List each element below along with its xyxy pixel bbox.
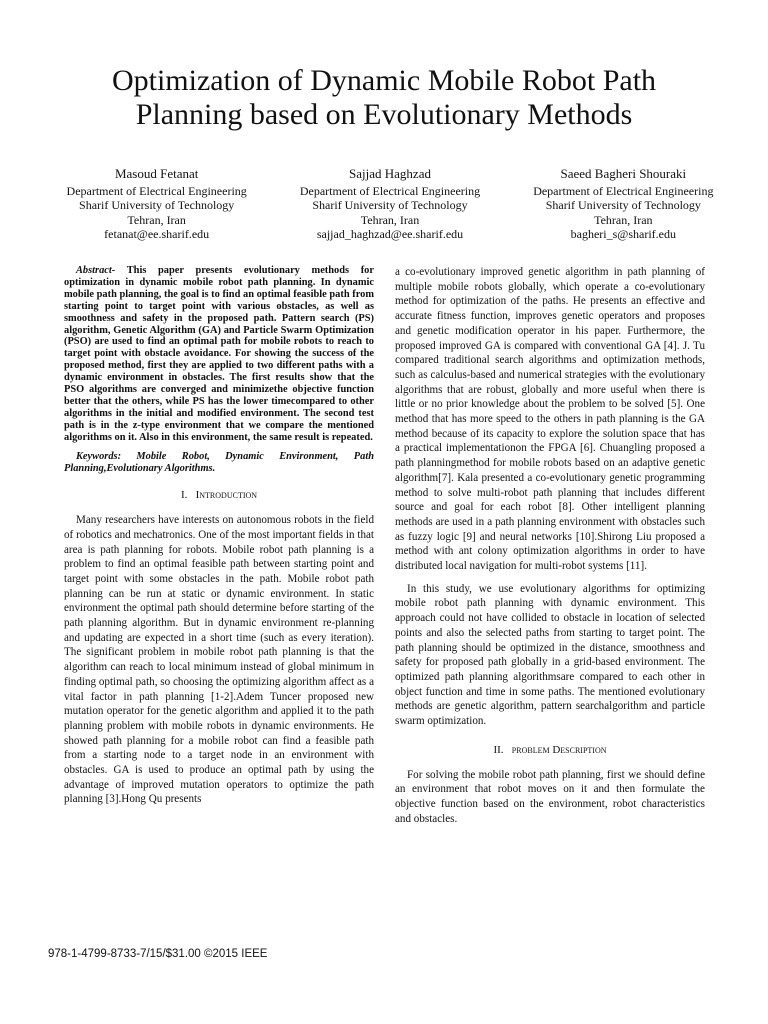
section-title: Introduction: [195, 489, 258, 502]
problem-paragraph: For solving the mobile robot path planning, first we should define an environment that robot moves on it and then formulate the objective function based on the environment, robot characteristics and obstacles.: [395, 768, 705, 825]
keywords-text: Mobile Robot, Dynamic Environment, Path Planning,Evolutionary Algorithms.: [64, 450, 374, 474]
author-2: [273, 166, 506, 241]
author-city: Tehran, Iran: [594, 212, 653, 227]
author-department: Department of Electrical Engineering: [533, 184, 714, 198]
author-university: Sharif University of Technology: [545, 198, 701, 213]
author-department: Department of Electrical Engineering: [66, 184, 247, 198]
author-3: [507, 166, 740, 241]
abstract-label: Abstract-: [76, 265, 116, 276]
author-1: [40, 166, 273, 241]
section-title: problem Description: [511, 743, 607, 756]
keywords: [64, 451, 374, 475]
author-name: Saeed Bagheri Shouraki: [560, 166, 687, 181]
author-name: Masoud Fetanat: [114, 166, 199, 181]
author-email: sajjad_haghzad@ee.sharif.edu: [316, 226, 464, 241]
author-department: Department of Electrical Engineering: [299, 184, 481, 198]
copyright-footer: 978-1-4799-8733-7/15/$31.00 ©2015 IEEE: [48, 948, 268, 960]
author-name: Sajjad Haghzad: [349, 166, 431, 181]
section-heading-problem-description: [395, 743, 705, 758]
left-column: [64, 265, 374, 807]
paper-title: Optimization of Dynamic Mobile Robot Path Planning based on Evolutionary Methods: [111, 64, 657, 131]
study-paragraph: In this study, we use evolutionary algorithms for optimizing mobile robot path planning with dynamic environment. This approach could not have collided to obstacle in location of selected points and also the selected paths from starting to target point. The path planning should be optimized in the distance, smoothness and safety for proposed path globally in a grid-based environment. The optimized path planning algorithmsare compared to each other in object function and time in some paths. The mentioned evolutionary methods are genetic algorithm, pattern searchalgorithm and particle swarm optimization.: [395, 582, 705, 728]
right-column: [395, 265, 705, 826]
keywords-label: Keywords:: [76, 450, 122, 462]
author-city: Tehran, Iran: [360, 212, 420, 227]
author-email: bagheri_s@sharif.edu: [570, 226, 676, 241]
author-university: Sharif University of Technology: [312, 198, 468, 213]
section-heading-introduction: [64, 488, 374, 503]
abstract-text: This paper presents evolutionary methods for optimization in dynamic mobile robot path planning. In dynamic mobile path planning, the goal is to find an optimal feasible path from starting point to target point with various obstacles, as well as smoothness and safety in the proposed path. Pattern search (PS) algorithm, Genetic Algorithm (GA) and Particle Swarm Optimization (PSO) are used to find an optimal path for mobile robots to reach to target point with obstacle avoidance. For showing the success of the proposed method, first they are applied to two different paths with a dynamic environment in obstacles. The first results show that the PSO algorithms are converged and minimizethe objective function better that the others, while PS has the lower timecompared to other algorithms in the initial and modified environment. The second test path is in the z-type environment that we compare the mentioned algorithms on it. Also in this environment, the same result is repeated.: [64, 265, 374, 443]
author-city: Tehran, Iran: [127, 212, 186, 227]
introduction-paragraph-continued: a co-evolutionary improved genetic algorithm in path planning of multiple mobile robots globally, which operate a co-evolutionary method for optimization of the paths. He presents an effective and accurate fitness function, improves genetic operators and proposes and genetic modification operator in his paper. Furthermore, the proposed improved GA is compared with conventional GA [4]. J. Tu compared traditional search algorithms and optimization methods, such as calculus-based and numerical strategies with the evolutionary algorithms that are robust, globally and more useful when there is little or no prior knowledge about the problem to be solved [5]. One method that has more speed to the others in path planning is the GA method because of its capacity to explore the solution space that has a practical implementationon the FPGA [6]. Chuangling proposed a path planningmethod for mobile robots based on an adaptive genetic algorithm[7]. Kala presented a co-evolutionary genetic programming method to solve multi-robot path planning that includes different source and goal for each robot [8]. Other intelligent planning methods are used in a path planning environment with obstacles such as fuzzy logic [9] and neural networks [10].Shirong Liu proposed a method with ant colony optimization algorithms in order to have distributed local navigation for multi-robot systems [11].: [395, 266, 705, 573]
abstract: [64, 265, 374, 444]
author-email: fetanat@ee.sharif.edu: [104, 226, 210, 241]
section-number: II.: [493, 743, 504, 756]
author-university: Sharif University of Technology: [79, 198, 235, 213]
author-block: [40, 166, 740, 241]
section-number: I.: [180, 489, 188, 502]
introduction-paragraph: Many researchers have interests on autonomous robots in the field of robotics and mechatronics. One of the most important fields in that area is path planning for robots. Mobile robot path planning is a problem to find an optimal feasible path between starting point and target point with some obstacles in the path. Mobile robot path planning can be run at static or dynamic environment. In static environment the optimal path should determine before starting of the path planning algorithm. But in dynamic environment re-planning and updating are expected in a short time (such as every iteration). The significant problem in mobile robot path planning is that the algorithm can reach to local minimum instead of global minimum in finding optimal path, so choosing the optimizing algorithm affect as a vital factor in path planning [1-2].Adem Tuncer proposed new mutation operator for the genetic algorithm and applied it to the path planning problem with mobile robots in dynamic environments. He showed path planning for a mobile robot can find a feasible path from a starting node to a target node in an environment with obstacles. GA is used to produce an optimal path by using the advantage of improved mutation operators to optimize the path planning [3].Hong Qu presents: [64, 514, 374, 806]
